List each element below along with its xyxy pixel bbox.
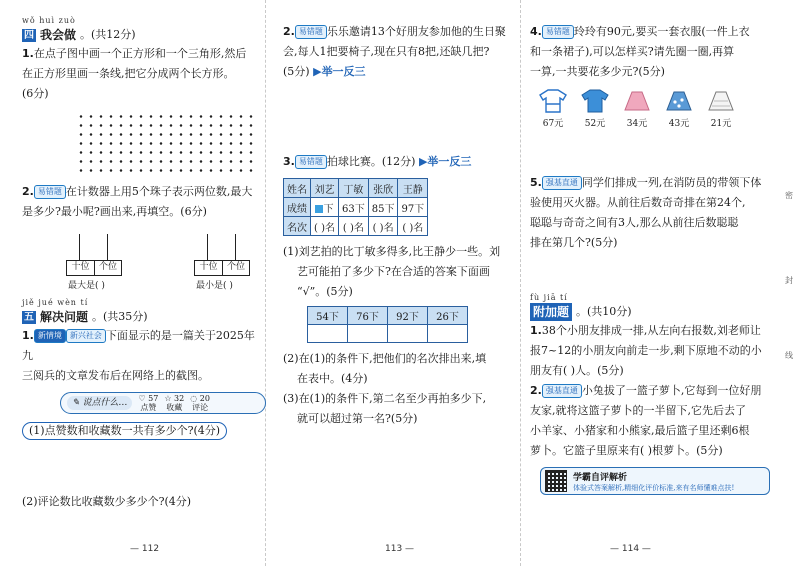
- tag-badge: 易错题: [34, 185, 66, 199]
- abacus-rod: [107, 234, 108, 260]
- page-number: 113 —: [385, 544, 415, 554]
- page-number: — 114 —: [610, 544, 651, 554]
- tag-badge: 易错题: [295, 25, 327, 39]
- sub-question: (1)刘艺拍的比丁敏多得多,比王静少一些。刘: [283, 245, 501, 258]
- sub-question: (3)在(1)的条件下,第二名至少再拍多少下,: [283, 392, 487, 405]
- question-text: 排在第几个?(5分): [530, 236, 618, 249]
- table-cell: 63下: [338, 198, 368, 217]
- likes-label: 点赞: [140, 403, 157, 412]
- question-text: 乐乐邀请13个好朋友参加他的生日聚: [326, 25, 506, 38]
- table-cell: 97下: [398, 198, 428, 217]
- check-cell[interactable]: [348, 325, 388, 343]
- section-title: [22, 308, 255, 326]
- check-cell[interactable]: [428, 325, 468, 343]
- question-text: 友家,就将这篮子萝卜的一半留下,它先后去了: [530, 404, 746, 417]
- check-cell[interactable]: [308, 325, 348, 343]
- table-row: [284, 217, 428, 236]
- table-row: [308, 325, 468, 343]
- choice-option: 26下: [428, 307, 468, 325]
- favorites-count: 32: [174, 394, 185, 403]
- section-title: [530, 303, 770, 321]
- question: [22, 182, 255, 202]
- jyfs-link[interactable]: ▶举一反三: [313, 65, 366, 78]
- tag-badge: 易错题: [542, 25, 574, 39]
- table-header: 王静: [398, 179, 428, 198]
- question-number: 4.: [530, 25, 542, 38]
- score-table: [283, 178, 428, 236]
- choice-option: 92下: [388, 307, 428, 325]
- section-pinyin: fù jiā tí: [530, 293, 568, 302]
- price-label: 34元: [626, 119, 648, 129]
- page-114: [520, 0, 800, 566]
- ones-label: 个位: [222, 261, 249, 275]
- abacus-area: [22, 226, 255, 296]
- clothing-items: [538, 88, 770, 129]
- seal-line-char: 线: [785, 351, 793, 360]
- likes-stat: ♡ 57 点赞: [138, 394, 159, 412]
- comment-placeholder: 说点什么…: [82, 398, 128, 408]
- sub-question: 在表中。(4分): [297, 372, 368, 385]
- question: [283, 152, 508, 172]
- question-text: 在正方形里画一条线,把它分成两个长方形。: [22, 67, 235, 80]
- answer-blank-min[interactable]: 最小是( ): [196, 281, 233, 291]
- seal-line-char: 密: [785, 191, 793, 200]
- question: [530, 22, 770, 42]
- price-label: 21元: [710, 119, 732, 129]
- question-number: 1.: [22, 47, 34, 60]
- qr-banner[interactable]: [540, 467, 770, 495]
- comment-box: ✎ 说点什么…: [67, 396, 132, 410]
- question-text: 一算,一共要花多少元?(5分): [530, 65, 665, 78]
- clothing-item[interactable]: [538, 88, 568, 129]
- section-label: 我会做: [40, 28, 77, 42]
- section-label: 附加题: [530, 303, 572, 321]
- question-text: [283, 62, 508, 82]
- jyfs-label: 举一反三: [427, 155, 472, 168]
- favorites-label: 收藏: [166, 403, 183, 412]
- ones-label: 个位: [94, 261, 121, 275]
- question-text: 小羊家、小猪家和小熊家,最后篮子里还剩6根: [530, 424, 750, 437]
- price-label: 67元: [542, 119, 564, 129]
- sub-question: 艺可能拍了多少下?在合适的答案下面画: [297, 265, 490, 278]
- clothing-item[interactable]: [622, 88, 652, 129]
- skirt-icon: [623, 88, 651, 114]
- table-header-row: [308, 307, 468, 325]
- question-text: 三阅兵的文章发布后在网络上的截图。: [22, 369, 209, 382]
- section-number: 四: [24, 29, 34, 41]
- question-number: 1.: [530, 324, 542, 337]
- clothing-item[interactable]: [580, 88, 610, 129]
- table-header: 刘艺: [311, 179, 339, 198]
- question-text: 小兔拔了一篮子萝卜,它每到一位好朋: [581, 384, 762, 397]
- score-value: 下: [323, 203, 334, 215]
- table-row: [284, 198, 428, 217]
- qr-title: 学霸自评解析: [573, 472, 628, 483]
- comments-count: 20: [199, 394, 210, 403]
- abacus-base: [194, 260, 250, 276]
- question-number: 5.: [530, 176, 542, 189]
- question-text: 和一条裙子),可以怎样买?请先圈一圈,再算: [530, 45, 735, 58]
- question-number: 3.: [283, 155, 295, 168]
- price-label: 43元: [668, 119, 690, 129]
- section-title: [22, 26, 255, 44]
- question-number: 1.: [22, 329, 34, 342]
- question: [283, 22, 508, 42]
- question-text: 下面显示的是一篇关于2025年九: [22, 329, 255, 362]
- section-label: 解决问题: [40, 310, 89, 324]
- choice-option: 76下: [348, 307, 388, 325]
- abacus-rod: [235, 234, 236, 260]
- abacus-rod: [79, 234, 80, 260]
- social-post-bar: [60, 392, 266, 414]
- section-pinyin: wǒ huì zuò: [22, 16, 76, 25]
- section-points: 。(共10分): [576, 305, 632, 318]
- qr-text: [573, 470, 734, 493]
- question: [530, 173, 770, 193]
- question-text: 聪聪与奇奇之间有3人,那么从前往后数聪聪: [530, 216, 739, 229]
- tag-badge: 强基直通: [542, 176, 582, 190]
- section-points: 。(共12分): [80, 28, 136, 41]
- row-header: 名次: [284, 217, 311, 236]
- row-header: 成绩: [284, 198, 311, 217]
- question-text: 会,每人1把要椅子,现在只有8把,还缺几把?: [283, 45, 490, 58]
- clothing-item[interactable]: [706, 88, 736, 129]
- question-text: 拍球比赛。(12分): [326, 155, 416, 168]
- sub-question: (2)在(1)的条件下,把他们的名次排出来,填: [283, 352, 487, 365]
- tens-label: 十位: [199, 262, 218, 272]
- question-number: 2.: [283, 25, 295, 38]
- question-text: 在点子图中画一个正方形和一个三角形,然后: [33, 47, 247, 60]
- question: [22, 44, 255, 64]
- tag-badge: 新兴社会: [66, 329, 106, 343]
- table-cell: 85下: [368, 198, 398, 217]
- seal-line-char: 封: [785, 276, 793, 285]
- question-text: 玲玲有90元,要买一套衣服(一件上衣: [573, 25, 750, 38]
- question-text: 在计数器上用5个珠子表示两位数,最大: [65, 185, 253, 198]
- question-text: 朋友有( )人。(5分): [530, 364, 624, 377]
- skirt-icon: [665, 88, 693, 114]
- question-text: 是多少?最小呢?画出来,再填空。(6分): [22, 205, 207, 218]
- table-cell[interactable]: [311, 198, 339, 217]
- question-text: 同学们排成一列,在消防员的带领下体: [581, 176, 762, 189]
- table-header: 丁敏: [338, 179, 368, 198]
- section-pinyin: jiě jué wèn tí: [22, 298, 89, 307]
- question: [22, 326, 255, 366]
- choice-option: 54下: [308, 307, 348, 325]
- tag-badge: 强基直通: [542, 384, 582, 398]
- favorites-stat: ☆ 32 收藏: [164, 394, 185, 412]
- question-number: 2.: [530, 384, 542, 397]
- question-points: (6分): [22, 87, 49, 100]
- rank-blank[interactable]: ( )名: [368, 217, 398, 236]
- abacus-base: [66, 260, 122, 276]
- sub-question: “√”。(5分): [297, 285, 353, 298]
- question-text: 报7~12的小朋友向前走一步,剩下原地不动的小: [530, 344, 762, 357]
- table-header: 张欣: [368, 179, 398, 198]
- skirt-icon: [707, 88, 735, 114]
- question-text: 萝卜。它篮子里原来有( )根萝卜。(5分): [530, 444, 723, 457]
- table-header: 姓名: [284, 179, 311, 198]
- question: [530, 381, 770, 401]
- comments-stat: ◌ 20 评论: [190, 394, 210, 412]
- jyfs-label: 举一反三: [321, 65, 366, 78]
- abacus-rod: [207, 234, 208, 260]
- question-text: 38个小朋友排成一排,从左向右报数,刘老师让: [541, 324, 761, 337]
- sub-question: (2)评论数比收藏数少多少个?(4分): [22, 495, 192, 508]
- price-label: 52元: [584, 119, 606, 129]
- sub-question: 就可以超过第一名?(5分): [297, 412, 418, 425]
- question-number: 2.: [22, 185, 34, 198]
- shirt-icon: [581, 88, 609, 114]
- clothing-item[interactable]: [664, 88, 694, 129]
- sub-question: (1)点赞数和收藏数一共有多少个?(4分): [22, 422, 227, 440]
- rank-blank[interactable]: ( )名: [338, 217, 368, 236]
- section-number: 五: [24, 311, 34, 323]
- shirt-icon: [539, 88, 567, 114]
- page-number: — 112: [130, 544, 160, 554]
- page-112: [0, 0, 265, 566]
- answer-blank-max[interactable]: 最大是( ): [68, 281, 105, 291]
- tag-badge: 新情境: [34, 329, 66, 343]
- comments-label: 评论: [192, 403, 209, 412]
- tens-label: 十位: [71, 262, 90, 272]
- qr-code[interactable]: [545, 470, 567, 492]
- rank-blank[interactable]: ( )名: [398, 217, 428, 236]
- check-cell[interactable]: [388, 325, 428, 343]
- answer-choice-table: [307, 306, 468, 343]
- question-points: (5分): [283, 65, 310, 78]
- jyfs-link[interactable]: ▶举一反三: [418, 155, 472, 168]
- page-113: [265, 0, 520, 566]
- likes-count: 57: [148, 394, 159, 403]
- question-text: 验使用灭火器。从前往后数奇奇排在第24个,: [530, 196, 746, 209]
- section-points: 。(共35分): [92, 310, 148, 323]
- qr-subtitle: 体验式答案解析,精细化评价标准,来有名师懂难点扶!: [573, 483, 735, 492]
- question: [530, 321, 770, 341]
- table-header-row: [284, 179, 428, 198]
- tag-badge: 易错题: [295, 155, 327, 169]
- rank-blank[interactable]: ( )名: [311, 217, 339, 236]
- dot-grid[interactable]: [76, 112, 258, 174]
